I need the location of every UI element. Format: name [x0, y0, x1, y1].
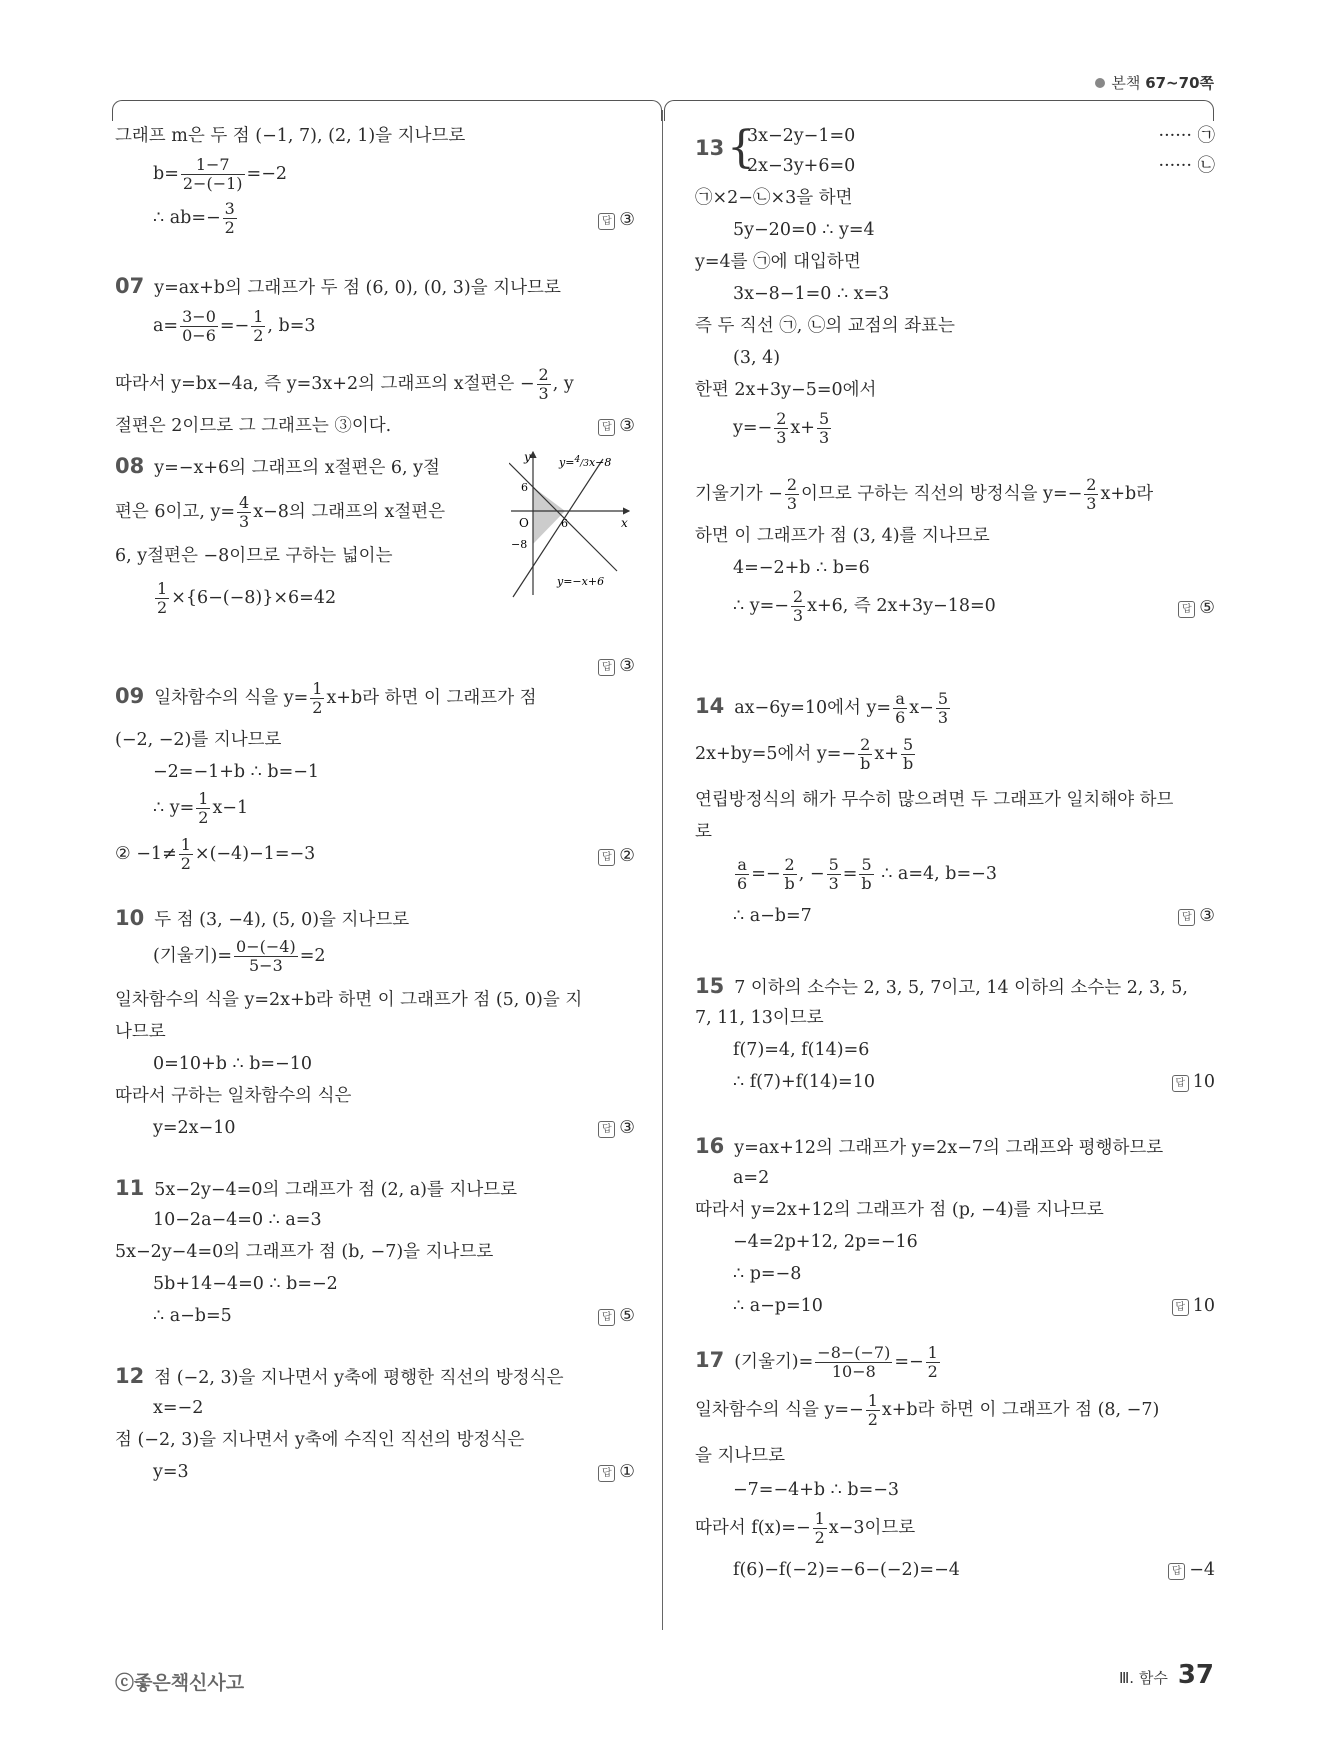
x-axis-label: x [621, 516, 628, 530]
neg-y-intercept-label: −8 [511, 538, 528, 551]
problem-number: 09 [115, 684, 145, 708]
answer-icon: 답 [598, 1309, 615, 1326]
answer-06: 답 ③ [598, 204, 635, 236]
answer-icon: 답 [1168, 1563, 1185, 1580]
answer-08: 답 ③ [598, 650, 635, 682]
answer-icon: 답 [598, 659, 615, 676]
answer-icon: 답 [1178, 909, 1195, 926]
right-column-frame [664, 100, 1214, 121]
page-number: 37 [1177, 1660, 1214, 1690]
answer-icon: 답 [598, 849, 615, 866]
answer-icon: 답 [598, 213, 615, 230]
answer-icon: 답 [598, 1465, 615, 1482]
answer-11: 답 ⑤ [598, 1300, 635, 1332]
answer-icon: 답 [1172, 1075, 1189, 1092]
problem-number: 14 [695, 694, 725, 718]
answer-icon: 답 [1172, 1299, 1189, 1316]
y-axis-label: y [524, 450, 531, 464]
page-footer [1119, 1660, 1214, 1690]
line-label-1: y=$^4_/$3x−8 [559, 455, 612, 469]
section-label: Ⅲ. 함수 [1118, 1669, 1168, 1687]
answer-15: 답 10 [1172, 1066, 1215, 1098]
answer-12: 답 ① [598, 1456, 635, 1488]
problem-number: 15 [695, 974, 725, 998]
x-intercept-label: 6 [561, 517, 568, 530]
problem-number: 13 [695, 136, 725, 160]
linear-graph-figure [509, 450, 635, 600]
publisher-footer: ⓒ좋은책신사고 [115, 1672, 245, 1694]
problem-number: 17 [695, 1348, 725, 1372]
problem-number: 11 [115, 1176, 145, 1200]
bullet-icon [1095, 78, 1105, 88]
page-range-header: 본책 67~70쪽 [1095, 72, 1214, 93]
problem-number: 10 [115, 906, 145, 930]
problem-number: 08 [115, 454, 145, 478]
answer-icon: 답 [598, 1121, 615, 1138]
answer-14: 답 ③ [1178, 900, 1215, 932]
left-column-frame [112, 100, 662, 121]
line-label-2: y=−x+6 [557, 575, 605, 588]
answer-icon: 답 [1178, 601, 1195, 618]
system-brace: { [727, 122, 755, 173]
origin-label: O [519, 516, 529, 530]
answer-13: 답 ⑤ [1178, 592, 1215, 624]
column-divider [662, 110, 663, 1630]
answer-09: 답 ② [598, 840, 635, 872]
answer-07: 답 ③ [598, 410, 635, 442]
answer-10: 답 ③ [598, 1112, 635, 1144]
problem-number: 07 [115, 274, 145, 298]
answer-16: 답 10 [1172, 1290, 1215, 1322]
shaded-triangle [533, 487, 565, 544]
problem-number: 16 [695, 1134, 725, 1158]
problem-number: 12 [115, 1364, 145, 1388]
y-intercept-label: 6 [521, 481, 528, 494]
answer-17: 답 −4 [1168, 1554, 1215, 1586]
answer-icon: 답 [598, 419, 615, 436]
